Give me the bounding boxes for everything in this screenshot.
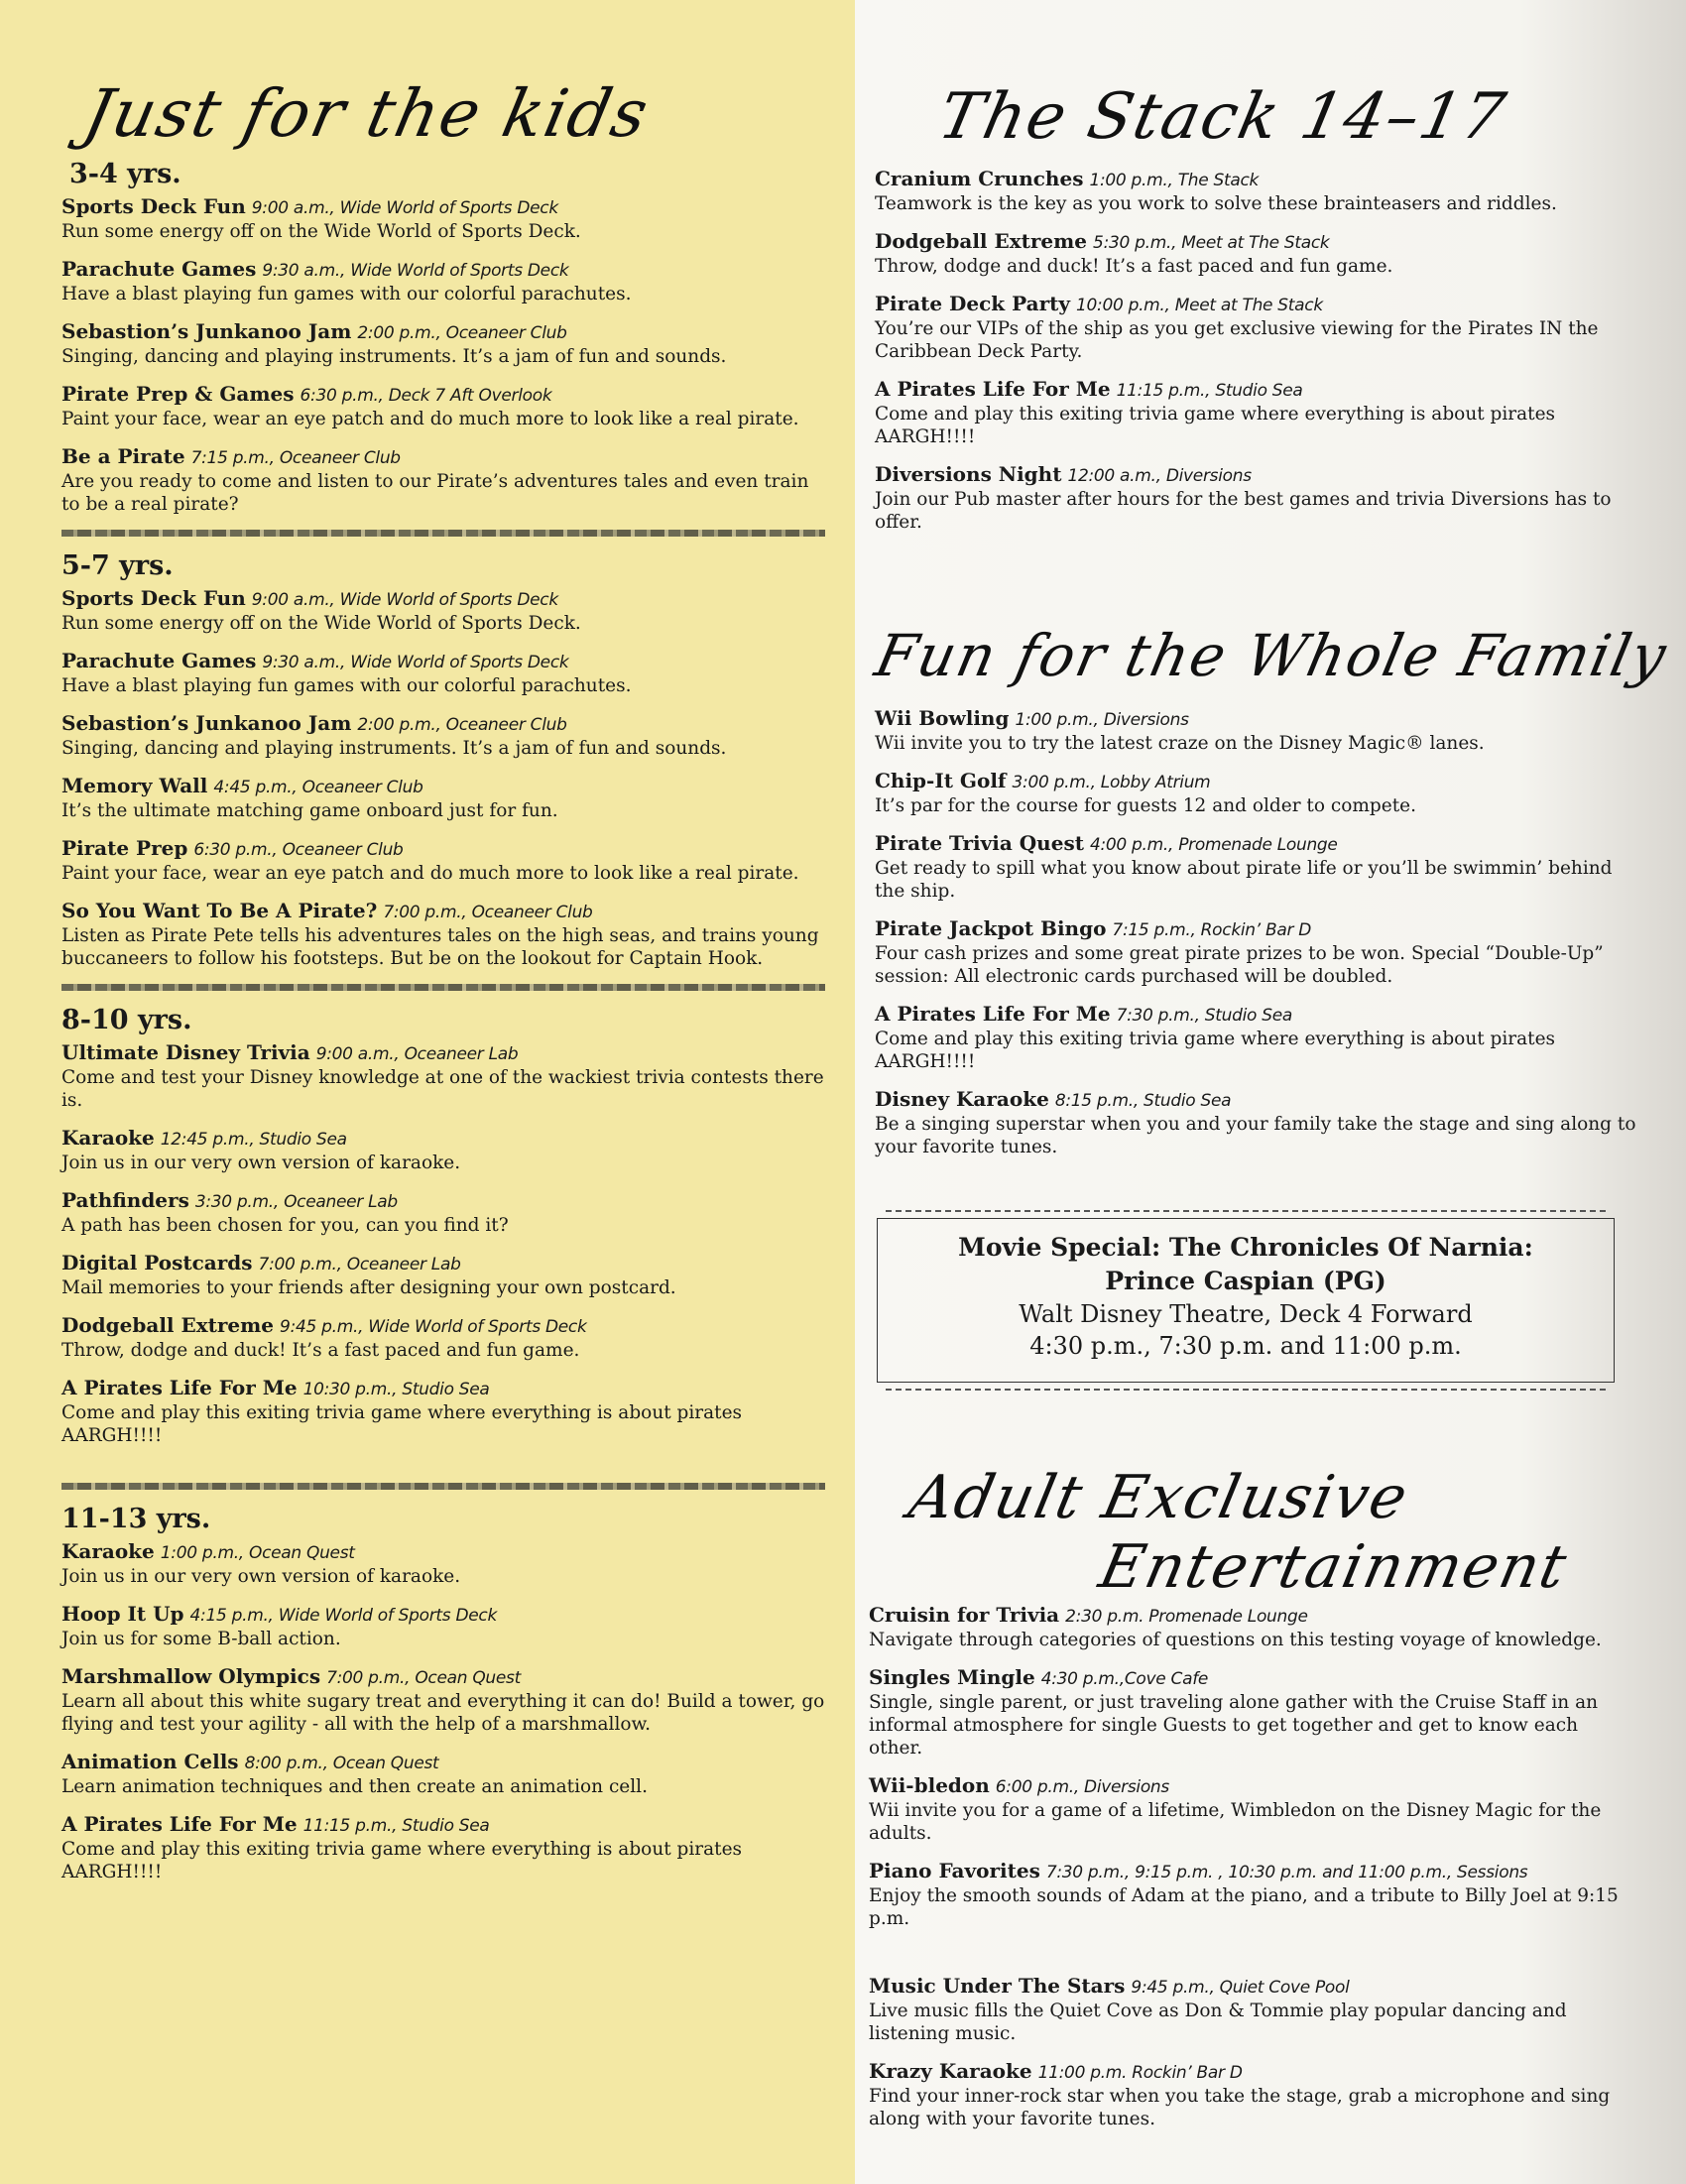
activity-time-location: 11:15 p.m., Studio Sea <box>1116 381 1303 401</box>
activity-description: Be a singing superstar when you and your family take the stage and sing along to your favorite tunes. <box>875 1114 1636 1157</box>
activity-name: A Pirates Life For Me <box>875 377 1111 401</box>
activity-item <box>61 382 825 430</box>
activity-item <box>869 1603 1632 1651</box>
activity-description: A path has been chosen for you, can you find it? <box>61 1215 509 1236</box>
activity-time-location: 9:30 a.m., Wide World of Sports Deck <box>262 653 569 672</box>
activity-description: You’re our VIPs of the ship as you get exclusive viewing for the Pirates IN the Caribbean Deck Party. <box>875 318 1599 362</box>
activity-description: Paint your face, wear an eye patch and do much more to look like a real pirate. <box>61 863 799 884</box>
activity-item <box>869 1665 1632 1759</box>
activity-item <box>875 462 1628 534</box>
activity-name: Diversions Night <box>875 462 1062 486</box>
activity-description: Come and test your Disney knowledge at one of the wackiest trivia contests there is. <box>61 1067 824 1111</box>
activity-item <box>875 1002 1638 1073</box>
activity-name: Pirate Deck Party <box>875 292 1070 315</box>
stack-heading: The Stack 14–17 <box>932 80 1513 154</box>
activity-name: Chip-It Golf <box>875 769 1007 792</box>
activity-time-location: 6:00 p.m., Diversions <box>995 1777 1169 1797</box>
activity-time-location: 7:00 p.m., Ocean Quest <box>326 1668 521 1688</box>
activity-time-location: 4:30 p.m.,Cove Cafe <box>1040 1669 1209 1689</box>
activity-name: Singles Mingle <box>869 1665 1035 1689</box>
activity-time-location: 9:00 a.m., Oceaneer Lab <box>315 1044 519 1064</box>
activity-description: Come and play this exiting trivia game where everything is about pirates AARGH!!!! <box>61 1839 743 1882</box>
activity-description: Have a blast playing fun games with our colorful parachutes. <box>61 675 632 696</box>
activity-time-location: 1:00 p.m., Diversions <box>1015 710 1189 730</box>
activity-item <box>869 1859 1632 1930</box>
activity-name: A Pirates Life For Me <box>61 1812 298 1836</box>
adult-column <box>869 1603 1632 2144</box>
activity-item <box>875 292 1628 363</box>
activity-description: Teamwork is the key as you work to solve these brainteasers and riddles. <box>875 193 1557 214</box>
activity-time-location: 6:30 p.m., Oceaneer Club <box>193 840 404 860</box>
activity-name: So You Want To Be A Pirate? <box>61 899 378 922</box>
activity-name: Hoop It Up <box>61 1602 184 1626</box>
kids-heading: Just for the kids <box>76 75 657 152</box>
activity-item <box>61 836 825 885</box>
activity-time-location: 7:30 p.m., 9:15 p.m. , 10:30 p.m. and 11:00 p.m., Sessions <box>1045 1863 1528 1882</box>
activity-name: Pirate Jackpot Bingo <box>875 916 1107 940</box>
activity-name: A Pirates Life For Me <box>875 1002 1111 1026</box>
activity-time-location: 12:00 a.m., Diversions <box>1067 466 1252 486</box>
activity-name: Memory Wall <box>61 774 208 797</box>
activity-item <box>61 1602 825 1650</box>
activity-name: Piano Favorites <box>869 1859 1040 1882</box>
activity-item <box>875 916 1638 988</box>
activity-item <box>61 1188 825 1237</box>
activity-item <box>61 1313 825 1362</box>
activity-name: Sebastion’s Junkanoo Jam <box>61 711 352 735</box>
activity-description: Get ready to spill what you know about pirate life or you’ll be swimmin’ behind the ship. <box>875 858 1613 902</box>
activity-name: Disney Karaoke <box>875 1087 1049 1111</box>
movie-special-box <box>877 1218 1615 1383</box>
activity-time-location: 1:00 p.m., The Stack <box>1089 171 1260 190</box>
age-group-title: 3-4 yrs. <box>69 159 181 189</box>
activity-item <box>869 1773 1632 1845</box>
activity-time-location: 7:15 p.m., Oceaneer Club <box>190 448 401 468</box>
activity-item <box>875 377 1628 448</box>
activity-time-location: 9:00 a.m., Wide World of Sports Deck <box>251 590 558 610</box>
movie-times: 4:30 p.m., 7:30 p.m. and 11:00 p.m. <box>1029 1332 1462 1360</box>
activity-name: A Pirates Life For Me <box>61 1376 298 1399</box>
activity-item <box>61 1750 825 1798</box>
activity-description: Come and play this exiting trivia game where everything is about pirates AARGH!!!! <box>61 1402 743 1446</box>
activity-item <box>61 649 825 697</box>
activity-time-location: 6:30 p.m., Deck 7 Aft Overlook <box>300 386 552 406</box>
activity-name: Cruisin for Trivia <box>869 1603 1060 1627</box>
activity-item <box>61 711 825 760</box>
activity-item <box>61 1539 825 1588</box>
activity-time-location: 7:30 p.m., Studio Sea <box>1116 1006 1293 1026</box>
activity-time-location: 9:45 p.m., Wide World of Sports Deck <box>280 1317 587 1337</box>
age-group-title: 5-7 yrs. <box>61 550 174 581</box>
activity-time-location: 8:00 p.m., Ocean Quest <box>244 1754 439 1773</box>
activity-time-location: 7:15 p.m., Rockin’ Bar D <box>1112 920 1312 940</box>
activity-item <box>875 769 1638 817</box>
activity-name: Pirate Prep & Games <box>61 382 295 406</box>
age-group-title: 11-13 yrs. <box>61 1504 211 1534</box>
activity-item <box>61 1664 825 1736</box>
activity-description: Come and play this exiting trivia game where everything is about pirates AARGH!!!! <box>875 1029 1556 1072</box>
activity-item <box>869 1974 1632 2045</box>
activity-name: Sports Deck Fun <box>61 194 246 218</box>
activity-item <box>61 774 825 822</box>
activity-time-location: 9:45 p.m., Quiet Cove Pool <box>1131 1978 1350 1998</box>
activity-description: Throw, dodge and duck! It’s a fast paced and fun game. <box>61 1340 580 1361</box>
section-divider <box>61 1483 825 1490</box>
activity-description: Come and play this exiting trivia game where everything is about pirates AARGH!!!! <box>875 404 1556 447</box>
activity-description: Run some energy off on the Wide World of Sports Deck. <box>61 221 581 242</box>
activity-name: Parachute Games <box>61 257 257 281</box>
activity-name: Music Under The Stars <box>869 1974 1126 1998</box>
activity-description: Join our Pub master after hours for the best games and trivia Diversions has to offer. <box>875 489 1612 533</box>
activity-item <box>61 1126 825 1174</box>
age-group-11-13 <box>61 1504 825 1883</box>
activity-item <box>869 2059 1632 2130</box>
activity-description: Enjoy the smooth sounds of Adam at the piano, and a tribute to Billy Joel at 9:15 p.m. <box>869 1885 1619 1929</box>
activity-name: Sports Deck Fun <box>61 586 246 610</box>
activity-description: It’s par for the course for guests 12 and older to compete. <box>875 795 1416 816</box>
kids-column <box>61 159 825 1897</box>
activity-item <box>61 1040 825 1112</box>
family-heading: Fun for the Whole Family <box>869 622 1674 689</box>
activity-description: Wii invite you to try the latest craze on the Disney Magic® lanes. <box>875 733 1485 754</box>
activity-name: Animation Cells <box>61 1750 239 1773</box>
activity-name: Be a Pirate <box>61 444 185 468</box>
movie-venue: Walt Disney Theatre, Deck 4 Forward <box>1019 1300 1473 1328</box>
movie-title-line2: Prince Caspian (PG) <box>1105 1267 1386 1295</box>
movie-title-line1: Movie Special: The Chronicles Of Narnia: <box>958 1233 1533 1262</box>
activity-name: Digital Postcards <box>61 1251 253 1274</box>
activity-description: Paint your face, wear an eye patch and do much more to look like a real pirate. <box>61 409 799 429</box>
activity-name: Ultimate Disney Trivia <box>61 1040 310 1064</box>
activity-description: It’s the ultimate matching game onboard just for fun. <box>61 800 558 821</box>
activity-time-location: 3:30 p.m., Oceaneer Lab <box>194 1192 398 1212</box>
section-divider <box>61 984 825 991</box>
age-group-8-10 <box>61 1005 825 1447</box>
activity-name: Karaoke <box>61 1126 155 1150</box>
activity-time-location: 7:00 p.m., Oceaneer Club <box>383 903 593 922</box>
activity-time-location: 2:30 p.m. Promenade Lounge <box>1065 1607 1308 1627</box>
activity-description: Join us for some B-ball action. <box>61 1629 341 1649</box>
family-column <box>875 706 1638 1172</box>
activity-time-location: 11:15 p.m., Studio Sea <box>302 1816 490 1836</box>
activity-description: Mail memories to your friends after designing your own postcard. <box>61 1277 676 1298</box>
adult-heading-line2: Entertainment <box>1093 1532 1575 1602</box>
activity-item <box>875 831 1638 903</box>
activity-name: Krazy Karaoke <box>869 2059 1032 2083</box>
activity-description: Four cash prizes and some great pirate prizes to be won. Special “Double-Up” session: All electronic cards purchased will be doubled. <box>875 943 1604 987</box>
activity-time-location: 9:00 a.m., Wide World of Sports Deck <box>251 198 558 218</box>
activity-description: Singing, dancing and playing instruments. It’s a jam of fun and sounds. <box>61 346 727 367</box>
activity-time-location: 2:00 p.m., Oceaneer Club <box>357 323 567 343</box>
age-group-title: 8-10 yrs. <box>61 1005 192 1035</box>
activity-name: Marshmallow Olympics <box>61 1664 321 1688</box>
activity-time-location: 4:45 p.m., Oceaneer Club <box>213 778 423 797</box>
activity-description: Find your inner-rock star when you take the stage, grab a microphone and sing along with your favorite tunes. <box>869 2086 1611 2129</box>
activity-item <box>875 229 1628 278</box>
section-divider <box>61 530 825 537</box>
activity-name: Sebastion’s Junkanoo Jam <box>61 319 352 343</box>
activity-description: Learn animation techniques and then create an animation cell. <box>61 1776 648 1797</box>
activity-description: Live music fills the Quiet Cove as Don & Tommie play popular dancing and listening music. <box>869 2001 1567 2044</box>
activity-time-location: 1:00 p.m., Ocean Quest <box>160 1543 355 1563</box>
activity-name: Dodgeball Extreme <box>875 229 1088 253</box>
activity-name: Pirate Trivia Quest <box>875 831 1084 855</box>
activity-name: Karaoke <box>61 1539 155 1563</box>
activity-time-location: 3:00 p.m., Lobby Atrium <box>1012 773 1211 792</box>
activity-time-location: 7:00 p.m., Oceaneer Lab <box>258 1255 461 1274</box>
activity-description: Are you ready to come and listen to our Pirate’s adventures tales and even train to be a real pirate? <box>61 471 809 515</box>
activity-description: Run some energy off on the Wide World of Sports Deck. <box>61 613 581 634</box>
activity-item <box>875 706 1638 755</box>
activity-time-location: 2:00 p.m., Oceaneer Club <box>357 715 567 735</box>
activity-description: Throw, dodge and duck! It’s a fast paced and fun game. <box>875 256 1393 277</box>
activity-time-location: 12:45 p.m., Studio Sea <box>160 1130 347 1150</box>
activity-name: Pirate Prep <box>61 836 188 860</box>
activity-description: Navigate through categories of questions on this testing voyage of knowledge. <box>869 1630 1602 1650</box>
activity-description: Wii invite you for a game of a lifetime, Wimbledon on the Disney Magic for the adults. <box>869 1800 1602 1844</box>
activity-item <box>61 194 825 243</box>
activity-item <box>61 319 825 368</box>
activity-name: Parachute Games <box>61 649 257 672</box>
activity-time-location: 8:15 p.m., Studio Sea <box>1054 1091 1232 1111</box>
activity-name: Wii Bowling <box>875 706 1010 730</box>
age-group-3-4 <box>61 159 825 516</box>
activity-name: Cranium Crunches <box>875 167 1084 190</box>
activity-name: Pathfinders <box>61 1188 189 1212</box>
activity-item <box>61 586 825 635</box>
activity-time-location: 5:30 p.m., Meet at The Stack <box>1093 233 1330 253</box>
activity-item <box>875 1087 1638 1158</box>
activity-name: Dodgeball Extreme <box>61 1313 275 1337</box>
stack-column <box>875 167 1628 547</box>
activity-item <box>61 257 825 305</box>
activity-time-location: 10:00 p.m., Meet at The Stack <box>1075 296 1323 315</box>
activity-time-location: 4:15 p.m., Wide World of Sports Deck <box>189 1606 497 1626</box>
activity-item <box>61 1812 825 1883</box>
activity-description: Join us in our very own version of karaoke. <box>61 1566 461 1587</box>
activity-description: Single, single parent, or just traveling alone gather with the Cruise Staff in an informal atmosphere for single Guests to get together and get to know each other. <box>869 1692 1599 1759</box>
activity-item <box>61 899 825 970</box>
activity-item <box>61 444 825 516</box>
activity-name: Wii-bledon <box>869 1773 990 1797</box>
activity-description: Listen as Pirate Pete tells his adventures tales on the high seas, and trains young buccaneers to follow his footsteps. But be on the lookout for Captain Hook. <box>61 925 819 969</box>
age-group-5-7 <box>61 550 825 970</box>
activity-item <box>61 1376 825 1447</box>
activity-item <box>875 167 1628 215</box>
activity-description: Join us in our very own version of karaoke. <box>61 1153 461 1173</box>
activity-item <box>61 1251 825 1299</box>
activity-time-location: 11:00 p.m. Rockin’ Bar D <box>1037 2063 1243 2083</box>
activity-time-location: 9:30 a.m., Wide World of Sports Deck <box>262 261 569 281</box>
activity-description: Have a blast playing fun games with our colorful parachutes. <box>61 284 632 304</box>
activity-description: Singing, dancing and playing instruments. It’s a jam of fun and sounds. <box>61 738 727 759</box>
activity-time-location: 10:30 p.m., Studio Sea <box>302 1380 490 1399</box>
activity-time-location: 4:00 p.m., Promenade Lounge <box>1089 835 1338 855</box>
activity-description: Learn all about this white sugary treat and everything it can do! Build a tower, go flying and test your agility - all with the help of a marshmallow. <box>61 1691 825 1735</box>
adult-heading-line1: Adult Exclusive <box>903 1463 1415 1532</box>
